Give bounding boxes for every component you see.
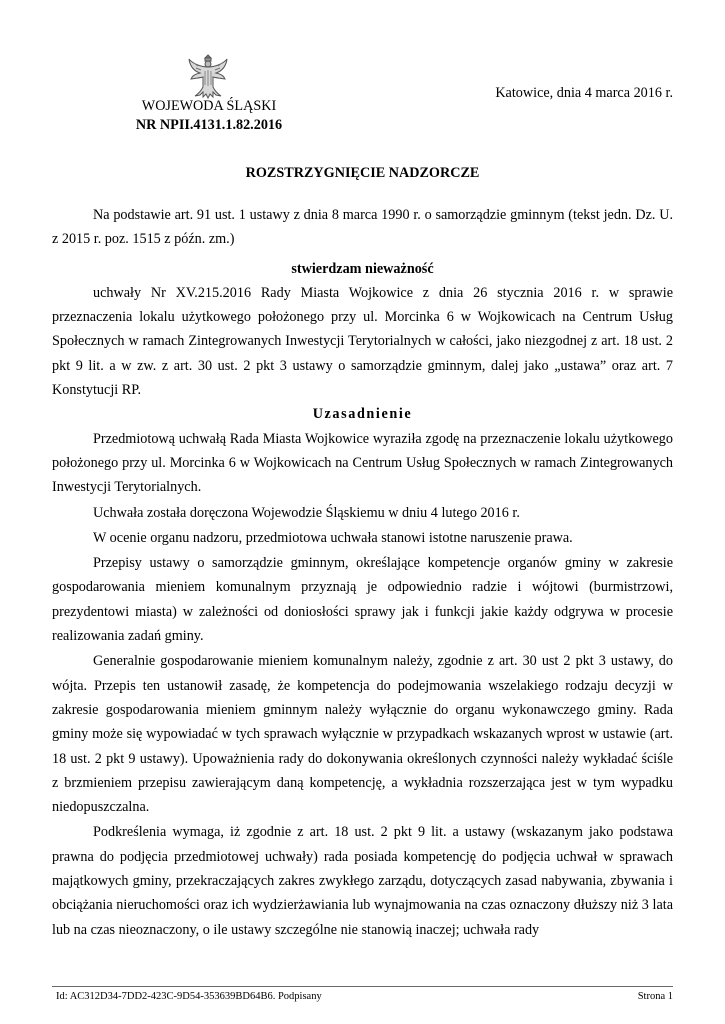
reference-number: NR NPII.4131.1.82.2016: [135, 117, 283, 133]
footer-divider: [52, 986, 673, 987]
justification-paragraph: Przedmiotową uchwałą Rada Miasta Wojkowice wyraziła zgodę na przeznaczenie lokalu użytkowego położonego przy ul. Morcinka 6 w Wojkowicach na Centrum Usług Społecznych w ramach Zintegrowanych Inwestycji Terytorialnych.: [52, 430, 673, 496]
decision-heading: stwierdzam nieważność: [291, 260, 434, 277]
document-body: [52, 203, 673, 942]
legal-basis-paragraph: Na podstawie art. 91 ust. 1 ustawy z dnia 8 marca 1990 r. o samorządzie gminnym (tekst jedn. Dz. U. z 2015 r. poz. 1515 z późn. zm.): [52, 207, 673, 248]
justification-paragraph: Podkreślenia wymaga, iż zgodnie z art. 18 ust. 2 pkt 9 lit. a ustawy (wskazanym jako podstawa prawna do podjęcia przedmiotowej uchwały) rada posiada kompetencję do podjęcia uchwał w sprawach majątkowych gminy, przekraczających zakres zwykłego zarządu, dotyczących zasad nabywania, zbywania i obciążania nieruchomości oraz ich wydzierżawiania lub wynajmowania na czas oznaczony dłuższy niż 3 lata lub na czas nieoznaczony, o ile ustawy szczególne nie stanowią inaczej; uchwała rady: [52, 824, 673, 938]
polish-eagle-emblem-icon: [186, 51, 230, 101]
document-id: Id: AC312D34-7DD2-423C-9D54-353639BD64B6. Podpisany: [56, 991, 322, 1002]
decision-paragraph: uchwały Nr XV.215.2016 Rady Miasta Wojkowice z dnia 26 stycznia 2016 r. w sprawie przeznaczenia lokalu użytkowego położonego przy ul. Morcinka 6 w Wojkowicach na Centrum Usług Społecznych w ramach Zintegrowanych Inwestycji Terytorialnych w całości, jako niezgodnej z art. 18 ust. 2 pkt 9 lit. a w zw. z art. 30 ust. 2 pkt 3 ustawy o samorządzie gminnym, dalej jako „ustawa” oraz art. 7 Konstytucji RP.: [52, 284, 673, 399]
organization-name: WOJEWODA ŚLĄSKI: [141, 98, 277, 114]
justification-paragraph: Przepisy ustawy o samorządzie gminnym, określające kompetencje organów gminy w zakresie gospodarowania mieniem komunalnym przyznają je odpowiednio radzie i wójtowi (burmistrzowi, prezydentowi miasta) w zależności od doniosłości sprawy jak i funkcji jakie każdy odgrywa w procesie realizowania zadań gminy.: [52, 555, 673, 645]
page-number: Strona 1: [637, 991, 673, 1002]
issuer-block: [120, 97, 298, 135]
justification-paragraph: Generalnie gospodarowanie mieniem komunalnym należy, zgodnie z art. 30 ust 2 pkt 3 ustawy, do wójta. Przepis ten ustanowił zasadę, że kompetencja do podejmowania wszelakiego rodzaju decyzji w zakresie gospodarowania mieniem gminnym należy wyłącznie do organu wykonawczego gminy. Rada gminy może się wypowiadać w tych sprawach wyłącznie w przypadkach wskazanych wprost w ustawie (art. 18 ust. 2 pkt 9 ustawy). Upoważnienia rady do dokonywania określonych czynności należy wykładać ściśle z brzmieniem przepisu zawierającym daną kompetencję, a wykładnia rozszerzająca jest w tym wypadku niedopuszczalna.: [52, 653, 673, 816]
document-title: ROZSTRZYGNIĘCIE NADZORCZE: [245, 165, 480, 181]
document-date: Katowice, dnia 4 marca 2016 r.: [495, 85, 673, 101]
justification-paragraph: W ocenie organu nadzoru, przedmiotowa uchwała stanowi istotne naruszenie prawa.: [93, 529, 573, 546]
justification-paragraph: Uchwała została doręczona Wojewodzie Śląskiemu w dniu 4 lutego 2016 r.: [93, 504, 520, 521]
justification-heading: Uzasadnienie: [312, 406, 413, 423]
